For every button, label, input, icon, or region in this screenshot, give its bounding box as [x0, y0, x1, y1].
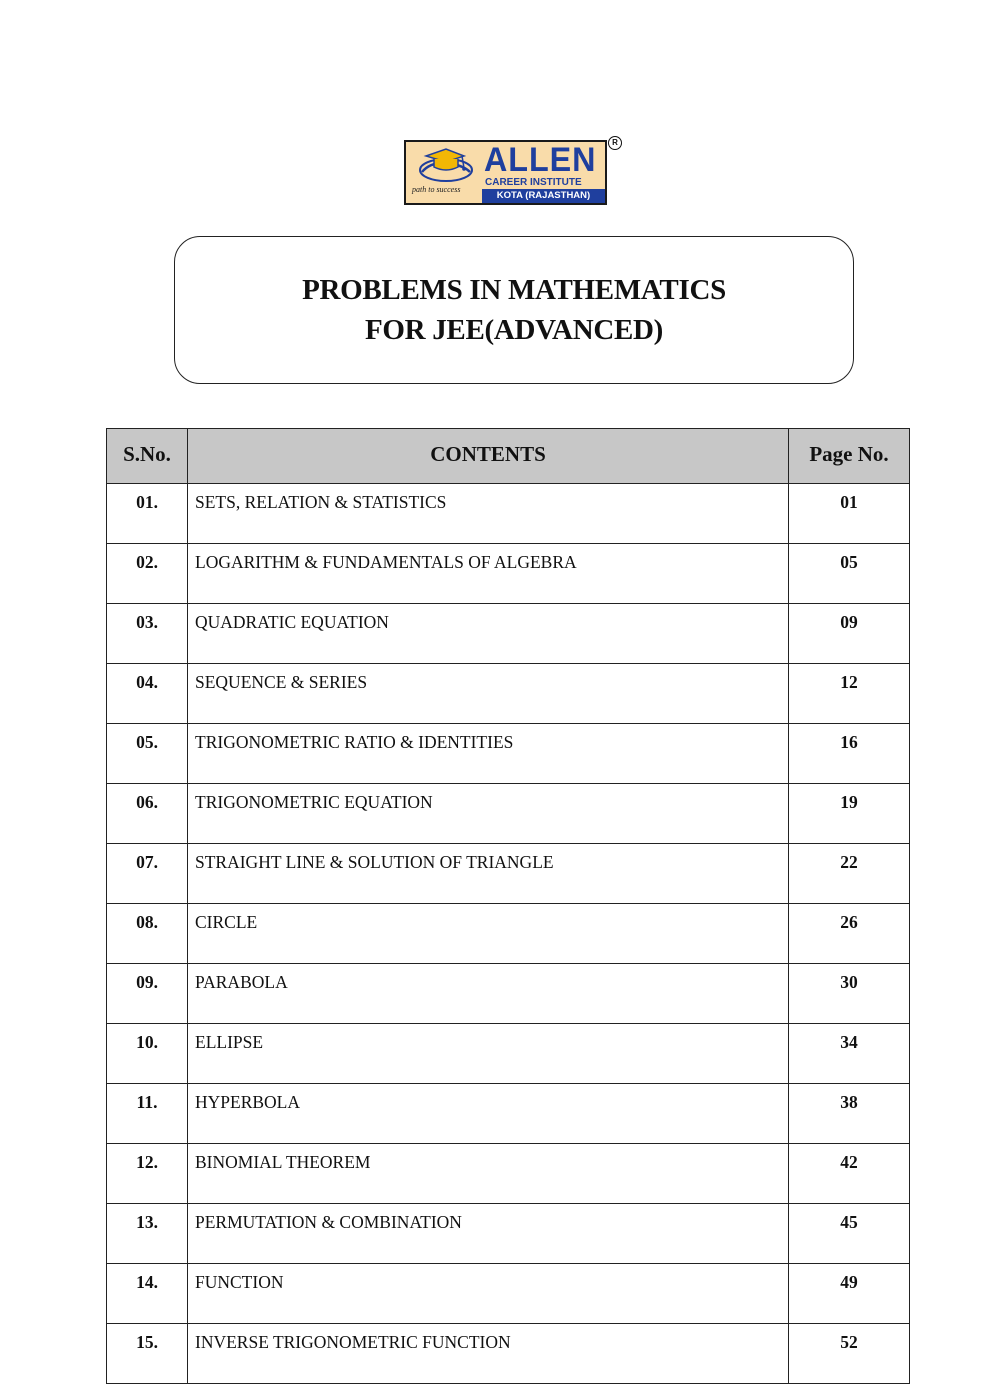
row-page: 34 — [789, 1024, 910, 1084]
row-topic: ELLIPSE — [188, 1024, 789, 1084]
row-page: 01 — [789, 484, 910, 544]
table-row — [107, 1264, 910, 1324]
logo-brand: ALLEN — [484, 141, 597, 179]
row-topic: INVERSE TRIGONOMETRIC FUNCTION — [188, 1324, 789, 1384]
table-row — [107, 784, 910, 844]
table-row — [107, 904, 910, 964]
header-page: Page No. — [789, 429, 910, 484]
table-row — [107, 844, 910, 904]
table-row — [107, 964, 910, 1024]
logo-tagline: path to success — [412, 185, 461, 194]
row-sno: 13. — [107, 1204, 188, 1264]
logo-location: KOTA (RAJASTHAN) — [482, 189, 605, 203]
row-page: 09 — [789, 604, 910, 664]
row-sno: 02. — [107, 544, 188, 604]
row-sno: 03. — [107, 604, 188, 664]
row-topic: SETS, RELATION & STATISTICS — [188, 484, 789, 544]
row-sno: 14. — [107, 1264, 188, 1324]
logo-institute: CAREER INSTITUTE — [485, 177, 582, 188]
graduation-cap-icon — [412, 146, 476, 184]
row-page: 22 — [789, 844, 910, 904]
row-sno: 11. — [107, 1084, 188, 1144]
row-topic: PERMUTATION & COMBINATION — [188, 1204, 789, 1264]
table-row — [107, 664, 910, 724]
table-row — [107, 724, 910, 784]
row-sno: 09. — [107, 964, 188, 1024]
row-sno: 05. — [107, 724, 188, 784]
row-sno: 06. — [107, 784, 188, 844]
row-topic: CIRCLE — [188, 904, 789, 964]
row-page: 12 — [789, 664, 910, 724]
row-sno: 07. — [107, 844, 188, 904]
logo-emblem-panel — [406, 142, 482, 203]
row-sno: 10. — [107, 1024, 188, 1084]
row-topic: TRIGONOMETRIC RATIO & IDENTITIES — [188, 724, 789, 784]
row-page: 26 — [789, 904, 910, 964]
registered-mark: R — [608, 136, 622, 150]
title-line-2: FOR JEE(ADVANCED) — [364, 314, 664, 346]
row-sno: 08. — [107, 904, 188, 964]
row-topic: SEQUENCE & SERIES — [188, 664, 789, 724]
row-page: 38 — [789, 1084, 910, 1144]
table-row — [107, 484, 910, 544]
row-topic: FUNCTION — [188, 1264, 789, 1324]
row-sno: 12. — [107, 1144, 188, 1204]
row-topic: PARABOLA — [188, 964, 789, 1024]
row-topic: BINOMIAL THEOREM — [188, 1144, 789, 1204]
table-row — [107, 1024, 910, 1084]
row-page: 52 — [789, 1324, 910, 1384]
row-page: 19 — [789, 784, 910, 844]
table-body — [107, 484, 910, 1384]
title-box — [174, 236, 854, 384]
table-row — [107, 1324, 910, 1384]
header-sno: S.No. — [107, 429, 188, 484]
row-topic: TRIGONOMETRIC EQUATION — [188, 784, 789, 844]
table-row — [107, 544, 910, 604]
row-page: 16 — [789, 724, 910, 784]
table-row — [107, 604, 910, 664]
row-topic: LOGARITHM & FUNDAMENTALS OF ALGEBRA — [188, 544, 789, 604]
header-contents: CONTENTS — [188, 429, 789, 484]
logo-text-panel — [482, 142, 605, 203]
allen-logo — [404, 140, 607, 205]
row-page: 49 — [789, 1264, 910, 1324]
title-line-1: PROBLEMS IN MATHEMATICS — [302, 274, 726, 306]
row-topic: QUADRATIC EQUATION — [188, 604, 789, 664]
table-header-row — [107, 429, 910, 484]
row-topic: HYPERBOLA — [188, 1084, 789, 1144]
row-page: 45 — [789, 1204, 910, 1264]
row-page: 42 — [789, 1144, 910, 1204]
row-page: 30 — [789, 964, 910, 1024]
table-row — [107, 1084, 910, 1144]
row-sno: 15. — [107, 1324, 188, 1384]
table-row — [107, 1144, 910, 1204]
table-row — [107, 1204, 910, 1264]
row-sno: 01. — [107, 484, 188, 544]
row-page: 05 — [789, 544, 910, 604]
row-topic: STRAIGHT LINE & SOLUTION OF TRIANGLE — [188, 844, 789, 904]
contents-table — [106, 428, 910, 1384]
row-sno: 04. — [107, 664, 188, 724]
